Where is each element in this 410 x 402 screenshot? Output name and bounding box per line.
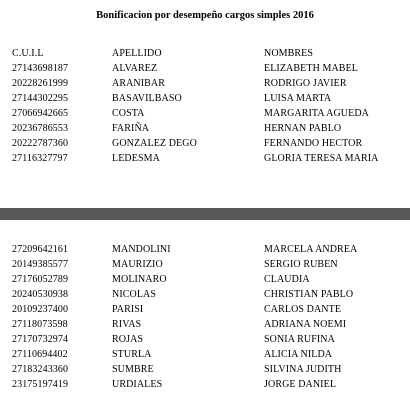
cell-cuil: 27176052789 [12, 274, 69, 285]
cell-apellido: GONZALEZ DEGO [112, 138, 197, 149]
table-row [12, 362, 410, 377]
cell-nombres: JORGE DANIEL [264, 379, 337, 390]
table-row [12, 347, 410, 362]
cell-apellido: PARISI [112, 304, 144, 315]
cell-nombres: CARLOS DANTE [264, 304, 342, 315]
cell-apellido: MANDOLINI [112, 244, 171, 255]
table-row [12, 377, 410, 392]
cell-cuil: 27116327797 [12, 153, 68, 164]
cell-apellido: FARIÑA [112, 123, 150, 134]
table-row [12, 61, 410, 76]
table-row [12, 332, 410, 347]
cell-cuil: 27143698187 [12, 63, 69, 74]
cell-nombres: LUISA MARTA [264, 93, 332, 104]
cell-nombres: ADRIANA NOEMI [264, 319, 347, 330]
cell-cuil: 27144302295 [12, 93, 69, 104]
cell-nombres: CHRISTIAN PABLO [264, 289, 354, 300]
cell-cuil: 23175197419 [12, 379, 69, 390]
cell-cuil: 27066942665 [12, 108, 69, 119]
cell-apellido: COSTA [112, 108, 145, 119]
cell-cuil: 27209642161 [12, 244, 69, 255]
cell-cuil: 27110694402 [12, 349, 68, 360]
cell-cuil: 20149385577 [12, 259, 69, 270]
table-row [12, 106, 410, 121]
cell-cuil: 27170732974 [12, 334, 69, 345]
cell-cuil: 20222787360 [12, 138, 69, 149]
cell-apellido: ARANIBAR [112, 78, 166, 89]
table-header-row [12, 46, 410, 61]
beneficiary-table-page-2 [12, 242, 410, 392]
table-row [12, 257, 410, 272]
cell-apellido: RIVAS [112, 319, 142, 330]
table-row [12, 91, 410, 106]
cell-cuil: 27118073598 [12, 319, 68, 330]
cell-nombres: SONIA RUFINA [264, 334, 335, 345]
cell-nombres: FERNANDO HECTOR [264, 138, 363, 149]
cell-apellido: URDIALES [112, 379, 163, 390]
cell-cuil: 20240530938 [12, 289, 69, 300]
header-cuil: C.U.I.L [12, 48, 44, 59]
cell-apellido: MAURIZIO [112, 259, 163, 270]
cell-cuil: 20236786553 [12, 123, 69, 134]
cell-apellido: ALVAREZ [112, 63, 158, 74]
table-row [12, 302, 410, 317]
cell-apellido: MOLINARO [112, 274, 167, 285]
cell-nombres: RODRIGO JAVIER [264, 78, 347, 89]
cell-nombres: ALICIA NILDA [264, 349, 333, 360]
header-apellido: APELLIDO [112, 48, 162, 59]
cell-nombres: CLAUDIA [264, 274, 310, 285]
table-row [12, 151, 410, 166]
cell-nombres: SILVINA JUDITH [264, 364, 342, 375]
cell-nombres: HERNAN PABLO [264, 123, 342, 134]
cell-cuil: 20109237400 [12, 304, 69, 315]
cell-apellido: ROJAS [112, 334, 144, 345]
cell-cuil: 27183243360 [12, 364, 69, 375]
table-row [12, 121, 410, 136]
cell-apellido: LEDESMA [112, 153, 160, 164]
table-row [12, 317, 410, 332]
cell-cuil: 20228261999 [12, 78, 69, 89]
cell-apellido: BASAVILBASO [112, 93, 182, 104]
cell-nombres: ELIZABETH MABEL [264, 63, 358, 74]
page-separator [0, 208, 410, 220]
cell-nombres: MARCELA ANDREA [264, 244, 358, 255]
document-title: Bonificacion por desempeño cargos simples 2016 [96, 10, 314, 21]
table-row [12, 272, 410, 287]
header-nombres: NOMBRES [264, 48, 314, 59]
cell-apellido: SUMBRE [112, 364, 154, 375]
cell-nombres: SERGIO RUBEN [264, 259, 338, 270]
cell-apellido: STURLA [112, 349, 152, 360]
table-row [12, 76, 410, 91]
cell-nombres: GLORIA TERESA MARIA [264, 153, 379, 164]
cell-nombres: MARGARITA AGUEDA [264, 108, 369, 119]
table-row [12, 287, 410, 302]
beneficiary-table-page-1 [12, 46, 410, 166]
table-row [12, 136, 410, 151]
table-row [12, 242, 410, 257]
cell-apellido: NICOLAS [112, 289, 157, 300]
